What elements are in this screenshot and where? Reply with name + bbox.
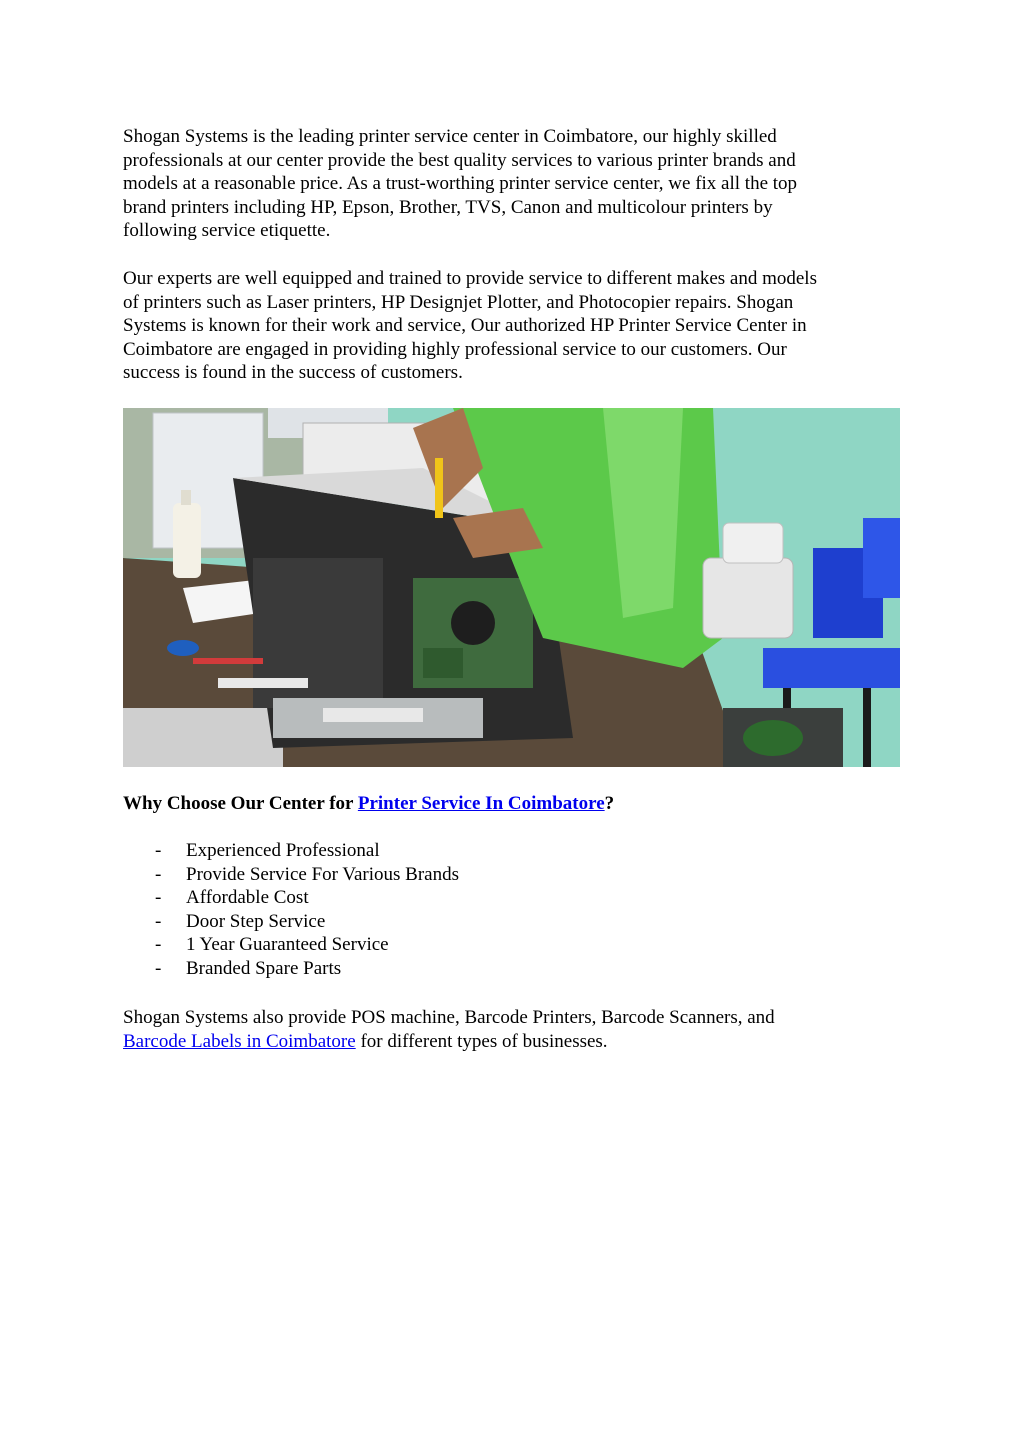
paragraph-line: of printers such as Laser printers, HP Designjet Plotter, and Photocopier repairs. Shogan [123,291,794,313]
bullet-dash: - [155,863,162,885]
barcode-labels-link[interactable]: Barcode Labels in Coimbatore [123,1030,356,1052]
paragraph-line: Systems is known for their work and service, Our authorized HP Printer Service Center in [123,315,807,337]
list-item [155,933,459,957]
list-item-label: 1 Year Guaranteed Service [186,934,389,956]
closing-suffix: for different types of businesses. [355,1030,608,1052]
heading-prefix: Why Choose Our Center for [123,793,358,814]
bullet-dash: - [155,957,162,979]
closing-paragraph [123,1006,903,1053]
paragraph-line: Our experts are well equipped and trained to provide service to different makes and models [123,268,817,289]
list-item [155,957,459,981]
paragraph-line: Coimbatore are engaged in providing highly professional service to our customers. Our [123,338,787,360]
paragraph-line: Shogan Systems is the leading printer service center in Coimbatore, our highly skilled [123,126,777,147]
paragraph-line: models at a reasonable price. As a trust-worthing printer service center, we fix all the top [123,173,798,195]
bullet-dash: - [155,910,162,932]
bullet-dash: - [155,887,162,909]
paragraph-line: brand printers including HP, Epson, Brother, TVS, Canon and multicolour printers by [123,196,773,218]
list-item [155,839,459,863]
paragraph-line: professionals at our center provide the best quality services to various printer brands and [123,149,796,171]
paragraph-line: following service etiquette. [123,220,331,242]
list-item [155,863,459,887]
heading-suffix: ? [604,793,615,814]
list-item-label: Branded Spare Parts [186,957,342,979]
paragraph-line [123,1030,903,1054]
paragraph-line: Shogan Systems also provide POS machine, Barcode Printers, Barcode Scanners, and [123,1007,775,1028]
list-item-label: Door Step Service [186,910,326,932]
why-choose-heading [123,792,614,816]
list-item [155,886,459,910]
list-item [155,910,459,934]
bullet-dash: - [155,840,162,861]
benefits-list [155,839,459,981]
bullet-dash: - [155,934,162,956]
list-item-label: Affordable Cost [186,887,309,909]
paragraph-line: success is found in the success of customers. [123,362,463,384]
experts-paragraph [123,267,903,385]
printer-repair-photo [123,408,900,767]
printer-service-link[interactable]: Printer Service In Coimbatore [357,793,605,814]
list-item-label: Provide Service For Various Brands [186,863,460,885]
list-item-label: Experienced Professional [186,840,380,861]
intro-paragraph [123,125,903,243]
